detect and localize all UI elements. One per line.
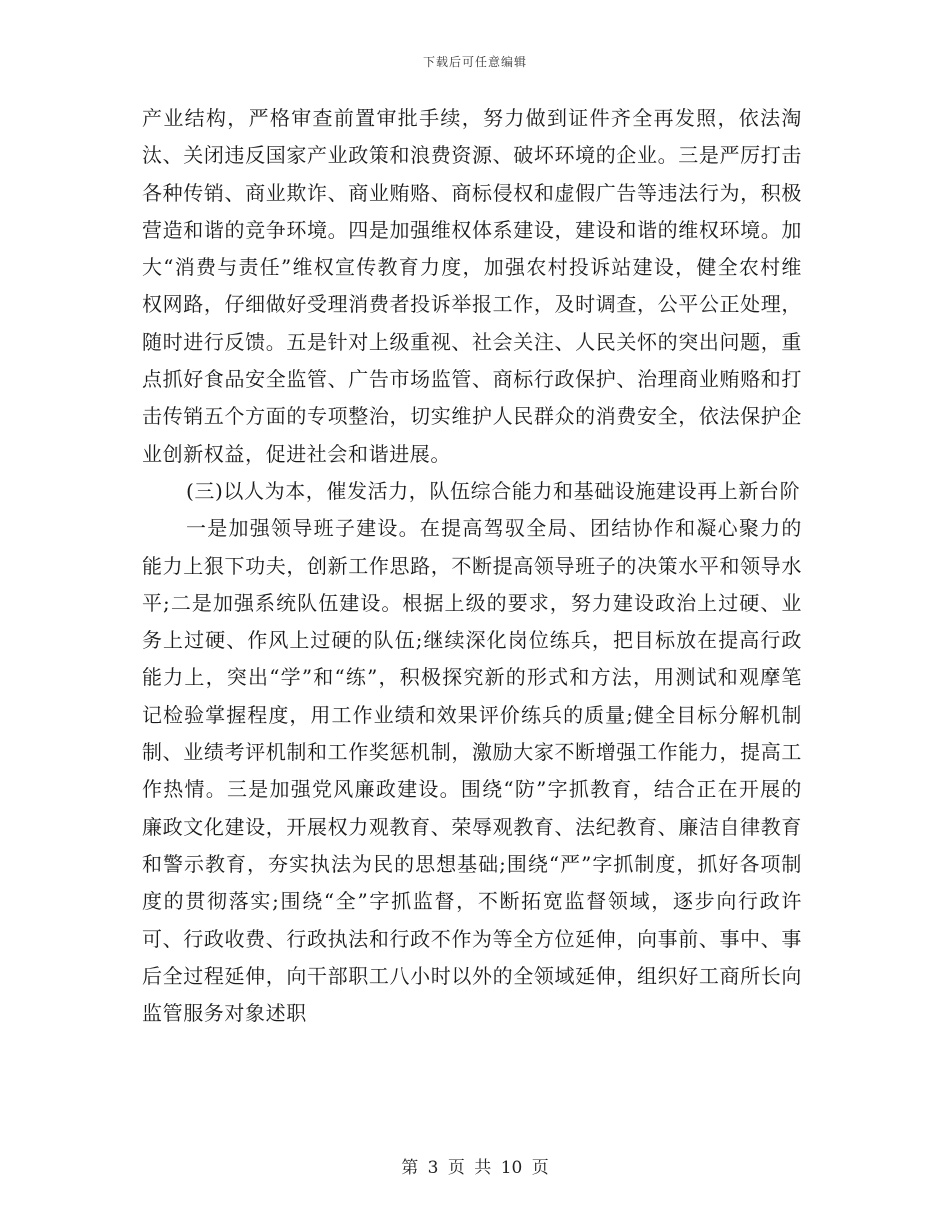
paragraph-continuation: 产业结构，严格审查前置审批手续，努力做到证件齐全再发照，依法淘汰、关闭违反国家产业政策和浪费资源、破坏环境的企业。三是严厉打击各种传销、商业欺诈、商业贿赂、商标侵权和虚假广告等违法行为，积极营造和谐的竞争环境。四是加强维权体系建设，建设和谐的维权环境。加大“消费与责任”维权宣传教育力度，加强农村投诉站建设，健全农村维权网路，仔细做好受理消费者投诉举报工作，及时调查，公平公正处理，随时进行反馈。五是针对上级重视、社会关注、人民关怀的突出问题，重点抓好食品安全监管、广告市场监管、商标行政保护、治理商业贿赂和打击传销五个方面的专项整治，切实维护人民群众的消费安全，依法保护企业创新权益，促进社会和谐进展。	[142, 106, 802, 466]
page-header: 下载后可任意编辑	[422, 55, 527, 69]
paragraph-team-building: 一是加强领导班子建设。在提高驾驭全局、团结协作和凝心聚力的能力上狠下功夫，创新工作思路，不断提高领导班子的决策水平和领导水平;二是加强系统队伍建设。根据上级的要求，努力建设政治上过硬、业务上过硬、作风上过硬的队伍;继续深化岗位练兵，把目标放在提高行政能力上，突出“学”和“练”，积极探究新的形式和方法，用测试和观摩笔记检验掌握程度，用工作业绩和效果评价练兵的质量;健全目标分解机制制、业绩考评机制和工作奖惩机制，激励大家不断增强工作能力，提高工作热情。三是加强党风廉政建设。围绕“防”字抓教育，结合正在开展的廉政文化建设，开展权力观教育、荣辱观教育、法纪教育、廉洁自律教育和警示教育，夯实执法为民的思想基础;围绕“严”字抓制度，抓好各项制度的贯彻落实;围绕“全”字抓监督，不断拓宽监督领域，逐步向行政许可、行政收费、行政执法和行政不作为等全方位延伸，向事前、事中、事后全过程延伸，向干部职工八小时以外的全领域延伸，组织好工商所长向监管服务对象述职	[142, 516, 802, 1026]
section-heading: (三)以人为本，催发活力，队伍综合能力和基础设施建设再上新台阶	[186, 478, 801, 503]
document-body	[142, 100, 802, 1032]
page-number-footer: 第 3 页 共 10 页	[401, 1158, 549, 1178]
